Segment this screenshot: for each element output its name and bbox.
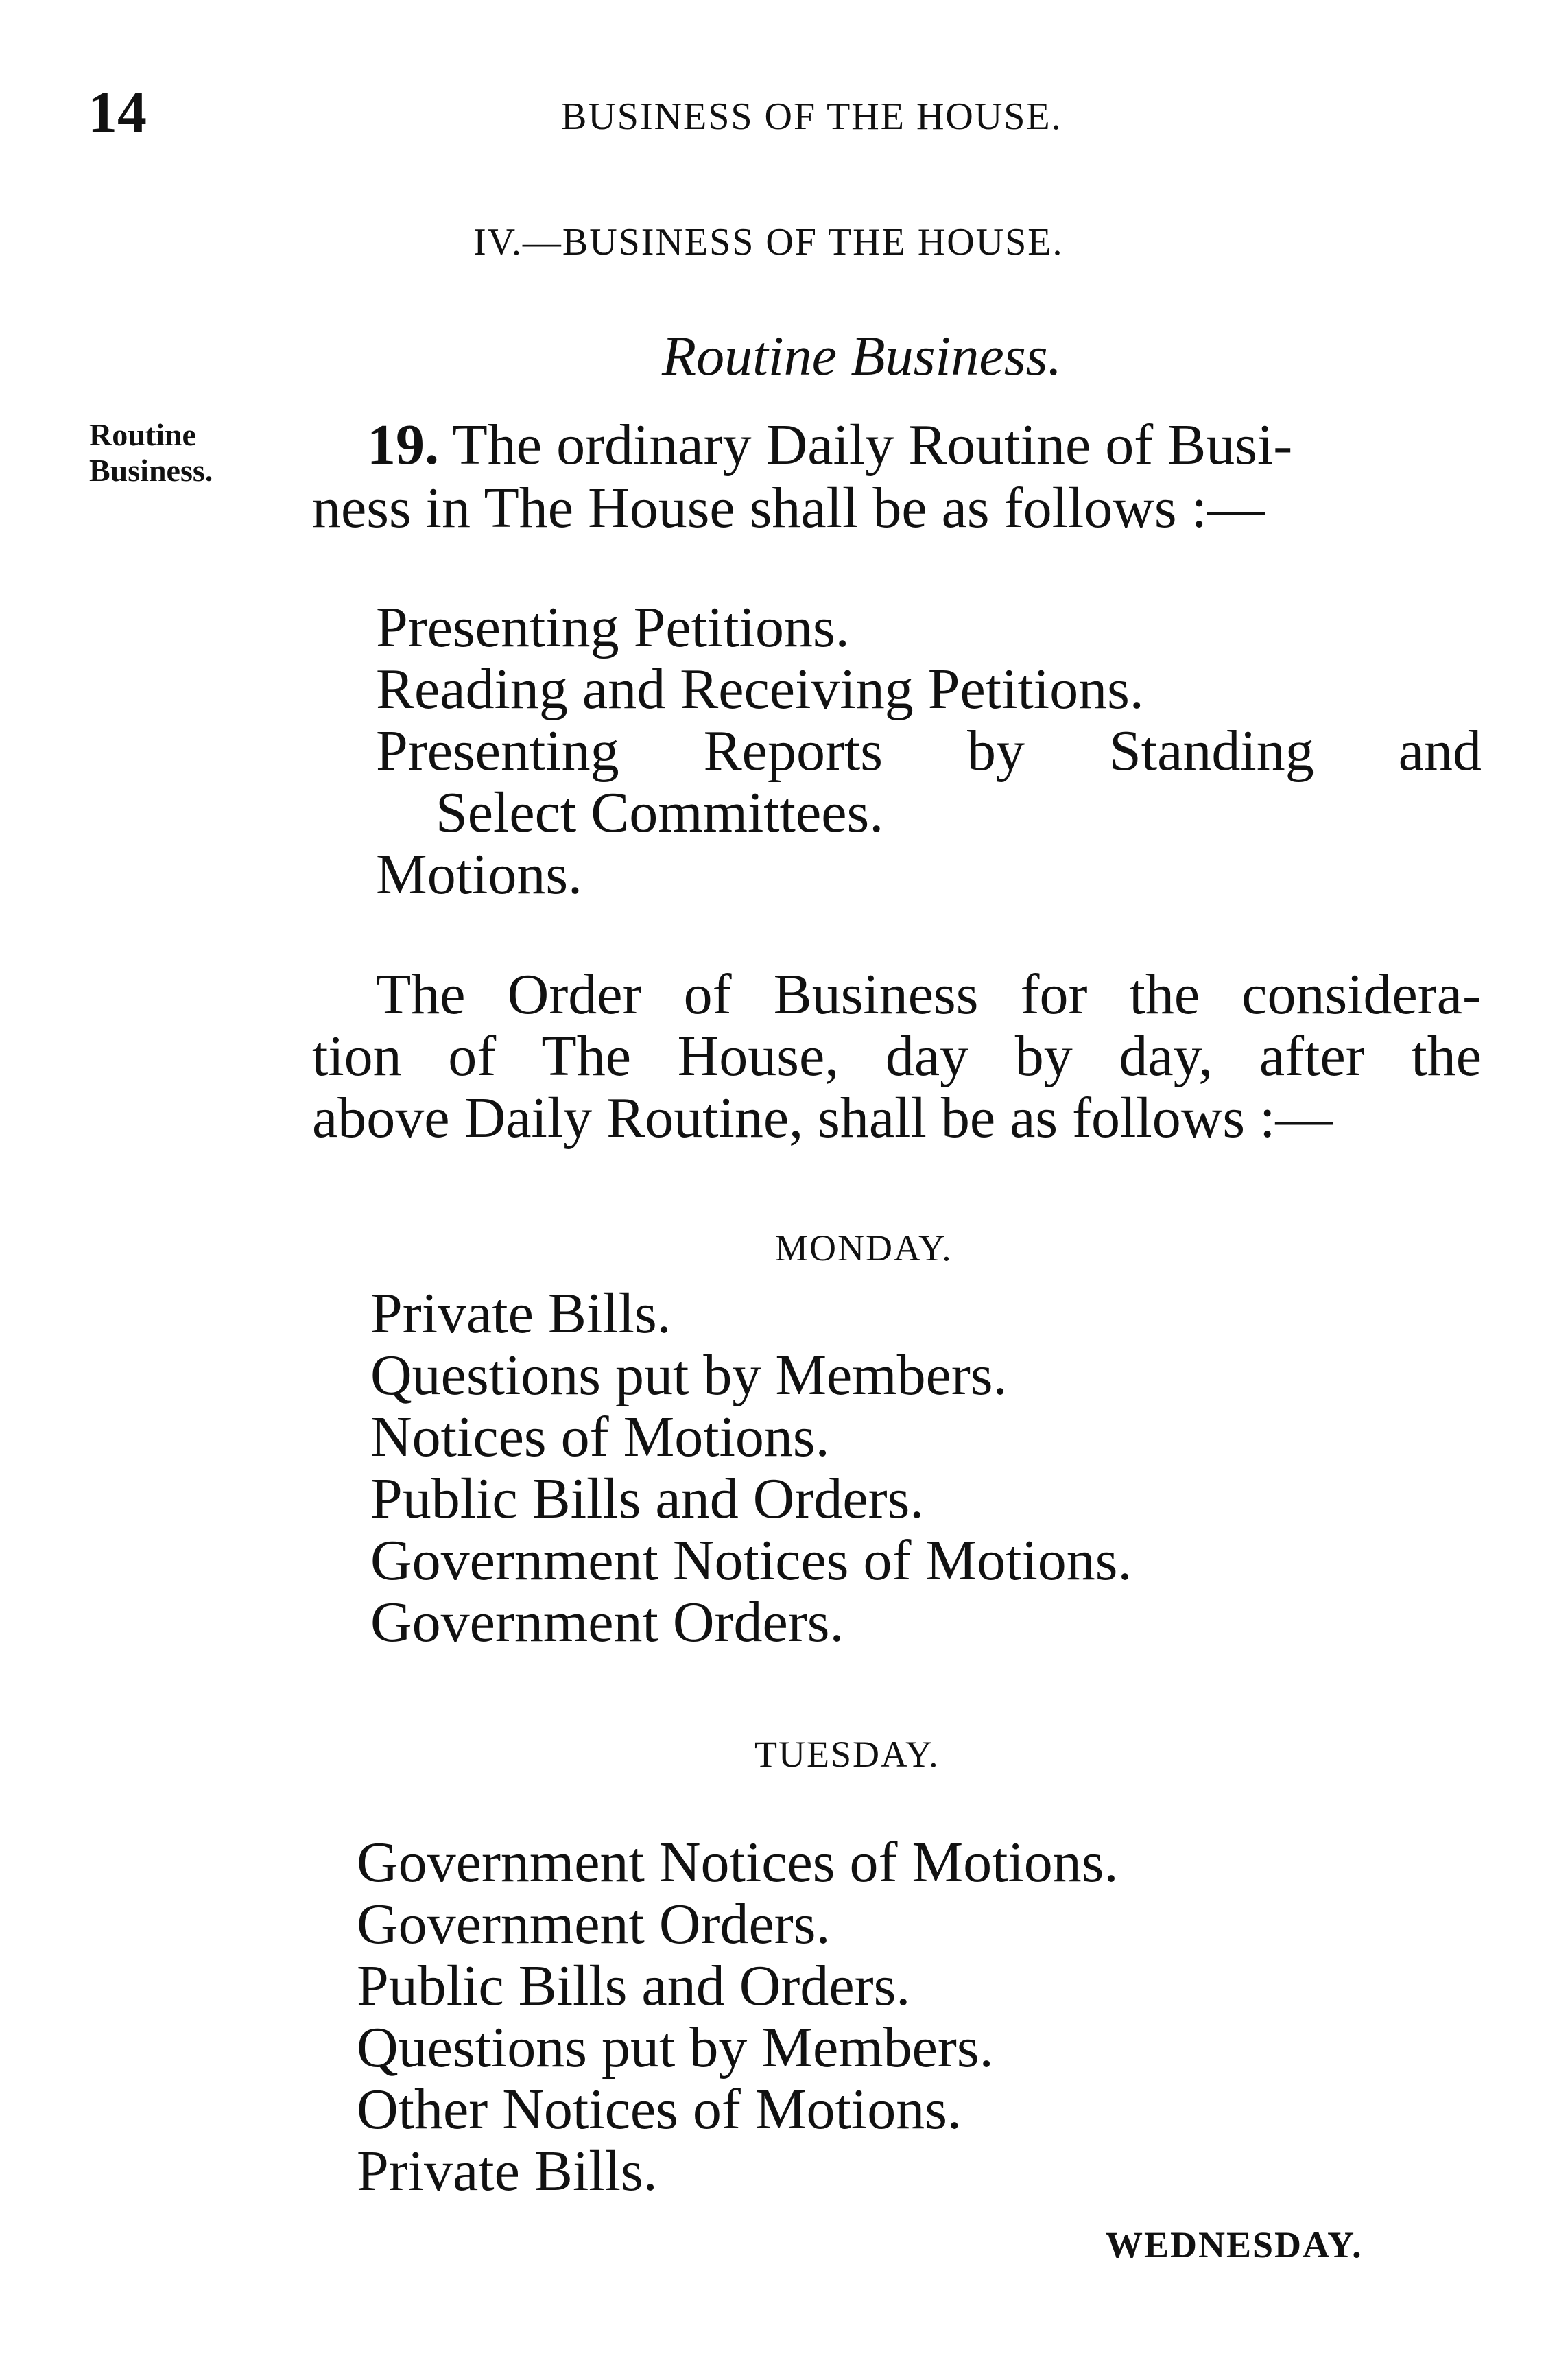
order-paragraph-line2: tion of The House, day by day, after the	[312, 1024, 1482, 1088]
rule-19-paragraph	[312, 414, 1482, 540]
monday-item: Questions put by Members.	[370, 1343, 1008, 1407]
tuesday-item: Other Notices of Motions.	[357, 2077, 962, 2141]
tuesday-heading: TUESDAY.	[754, 1734, 940, 1775]
order-paragraph-line3: above Daily Routine, shall be as follows :—	[312, 1086, 1333, 1150]
rule-text-line1: The ordinary Daily Routine of Busi-	[439, 413, 1293, 477]
monday-item: Government Notices of Motions.	[370, 1529, 1132, 1592]
monday-item: Notices of Motions.	[370, 1405, 830, 1469]
routine-item: Presenting Petitions.	[376, 596, 850, 659]
routine-item-continued: Select Committees.	[436, 781, 884, 845]
section-title: IV.—BUSINESS OF THE HOUSE.	[473, 221, 1064, 263]
page-number: 14	[88, 79, 147, 145]
rule-number: 19.	[367, 413, 439, 477]
order-paragraph-line1: The Order of Business for the considera-	[376, 963, 1482, 1026]
monday-item: Private Bills.	[370, 1282, 671, 1345]
margin-note: Routine Business.	[89, 417, 213, 488]
monday-item: Public Bills and Orders.	[370, 1467, 925, 1531]
tuesday-item: Government Notices of Motions.	[357, 1830, 1119, 1894]
running-title: BUSINESS OF THE HOUSE.	[561, 95, 1062, 138]
routine-item: Motions.	[376, 843, 583, 906]
tuesday-item: Private Bills.	[357, 2139, 658, 2203]
rule-text-line2: ness in The House shall be as follows :—	[312, 476, 1265, 540]
monday-heading: MONDAY.	[775, 1227, 953, 1269]
monday-item: Government Orders.	[370, 1590, 844, 1654]
tuesday-item: Questions put by Members.	[357, 2016, 994, 2079]
routine-item: Reading and Receiving Petitions.	[376, 657, 1144, 721]
subsection-title: Routine Business.	[662, 325, 1062, 387]
routine-item: Presenting Reports by Standing and	[376, 719, 1482, 783]
tuesday-item: Government Orders.	[357, 1892, 831, 1956]
tuesday-item: Public Bills and Orders.	[357, 1954, 911, 2018]
catchword: WEDNESDAY.	[1106, 2224, 1363, 2265]
